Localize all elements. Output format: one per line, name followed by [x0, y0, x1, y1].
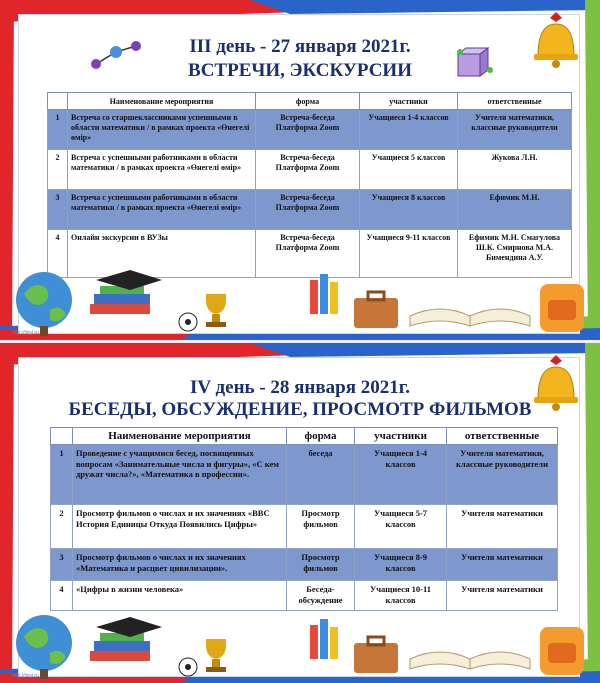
table-row: [48, 110, 572, 150]
row-num: 3: [51, 549, 73, 581]
header-num: [51, 428, 73, 445]
header-form: форма: [287, 428, 355, 445]
row-participants: Учащиеся 8-9 классов: [355, 549, 447, 581]
row-name: Встреча с успешными работниками в области математики / в рамках проекта «Өнегелі өмір»: [68, 150, 256, 190]
school-supplies-illustration: [10, 264, 590, 340]
header-responsible: ответственные: [458, 93, 572, 110]
row-responsible: Жукова Л.Н.: [458, 150, 572, 190]
row-participants: Учащиеся 1-4 классов: [355, 445, 447, 505]
table-row: [48, 150, 572, 190]
table-row: [48, 190, 572, 230]
header-participants: участники: [355, 428, 447, 445]
header-name: Наименование мероприятия: [68, 93, 256, 110]
schedule-table: [47, 92, 572, 278]
row-responsible: Учителя математики: [447, 581, 558, 611]
table-header-row: [51, 428, 558, 445]
row-num: 3: [48, 190, 68, 230]
row-responsible: Учителя математики, классные руководители: [447, 445, 558, 505]
row-form: Встреча-беседа Платформа Zoom: [256, 150, 360, 190]
table-row: [51, 549, 558, 581]
header-form: форма: [256, 93, 360, 110]
page-title: IV день - 28 января 2021г.: [190, 377, 410, 398]
table-row: [51, 581, 558, 611]
row-form: Встреча-беседа Платформа Zoom: [256, 230, 360, 278]
school-supplies-illustration: [10, 609, 590, 683]
row-name: Просмотр фильмов о числах и их значениях «Математика и расцвет цивилизации».: [73, 549, 287, 581]
row-name: «Цифры в жизни человека»: [73, 581, 287, 611]
table-header-row: [48, 93, 572, 110]
row-num: 2: [51, 505, 73, 549]
row-participants: Учащиеся 1-4 классов: [360, 110, 458, 150]
row-name: Встреча со старшеклассниками успешными в области математики / в рамках проекта «Өнегелі өмір»: [68, 110, 256, 150]
row-num: 1: [51, 445, 73, 505]
row-name: Онлайн экскурсии в ВУЗы: [68, 230, 256, 278]
table-row: [51, 445, 558, 505]
header-name: Наименование мероприятия: [73, 428, 287, 445]
page-subtitle: БЕСЕДЫ, ОБСУЖДЕНИЕ, ПРОСМОТР ФИЛЬМОВ: [68, 399, 532, 420]
row-form: Просмотр фильмов: [287, 505, 355, 549]
slide-day4: [0, 343, 600, 683]
row-form: Встреча-беседа Платформа Zoom: [256, 110, 360, 150]
header-responsible: ответственные: [447, 428, 558, 445]
row-num: 4: [48, 230, 68, 278]
row-responsible: Учителя математики: [447, 505, 558, 549]
row-responsible: Учителя математики: [447, 549, 558, 581]
schedule-table: [50, 427, 558, 611]
row-participants: Учащиеся 9-11 классов: [360, 230, 458, 278]
row-name: Проведение с учащимися бесед, посвященных вопросам «Занимательные числа и фигуры», «С кем дружат числа?», «Математика в профессии».: [73, 445, 287, 505]
row-participants: Учащиеся 8 классов: [360, 190, 458, 230]
row-responsible: Ефимик М.Н. Смагулова Ш.К. Смирнова М.А. Бимендина А.У.: [458, 230, 572, 278]
row-participants: Учащиеся 10-11 классов: [355, 581, 447, 611]
footer-url: http://linyl.ru: [12, 330, 39, 336]
row-num: 1: [48, 110, 68, 150]
row-responsible: Учителя математики, классные руководители: [458, 110, 572, 150]
table-row: [51, 505, 558, 549]
row-name: Встреча с успешными работниками в области математики / в рамках проекта «Өнегелі өмір»: [68, 190, 256, 230]
footer-url: http://linyl.ru: [12, 673, 39, 679]
row-name: Просмотр фильмов о числах и их значениях «ВВС История Единицы Откуда Появились Цифры»: [73, 505, 287, 549]
row-num: 2: [48, 150, 68, 190]
header-participants: участники: [360, 93, 458, 110]
row-responsible: Ефимик М.Н.: [458, 190, 572, 230]
page-title: III день - 27 января 2021г.: [189, 36, 411, 57]
header-num: [48, 93, 68, 110]
slide-day3: [0, 0, 600, 340]
row-form: Беседа-обсуждение: [287, 581, 355, 611]
row-form: Встреча-беседа Платформа Zoom: [256, 190, 360, 230]
row-form: Просмотр фильмов: [287, 549, 355, 581]
row-form: беседа: [287, 445, 355, 505]
page-subtitle: ВСТРЕЧИ, ЭКСКУРСИИ: [188, 60, 412, 81]
row-num: 4: [51, 581, 73, 611]
row-participants: Учащиеся 5-7 классов: [355, 505, 447, 549]
row-participants: Учащиеся 5 классов: [360, 150, 458, 190]
